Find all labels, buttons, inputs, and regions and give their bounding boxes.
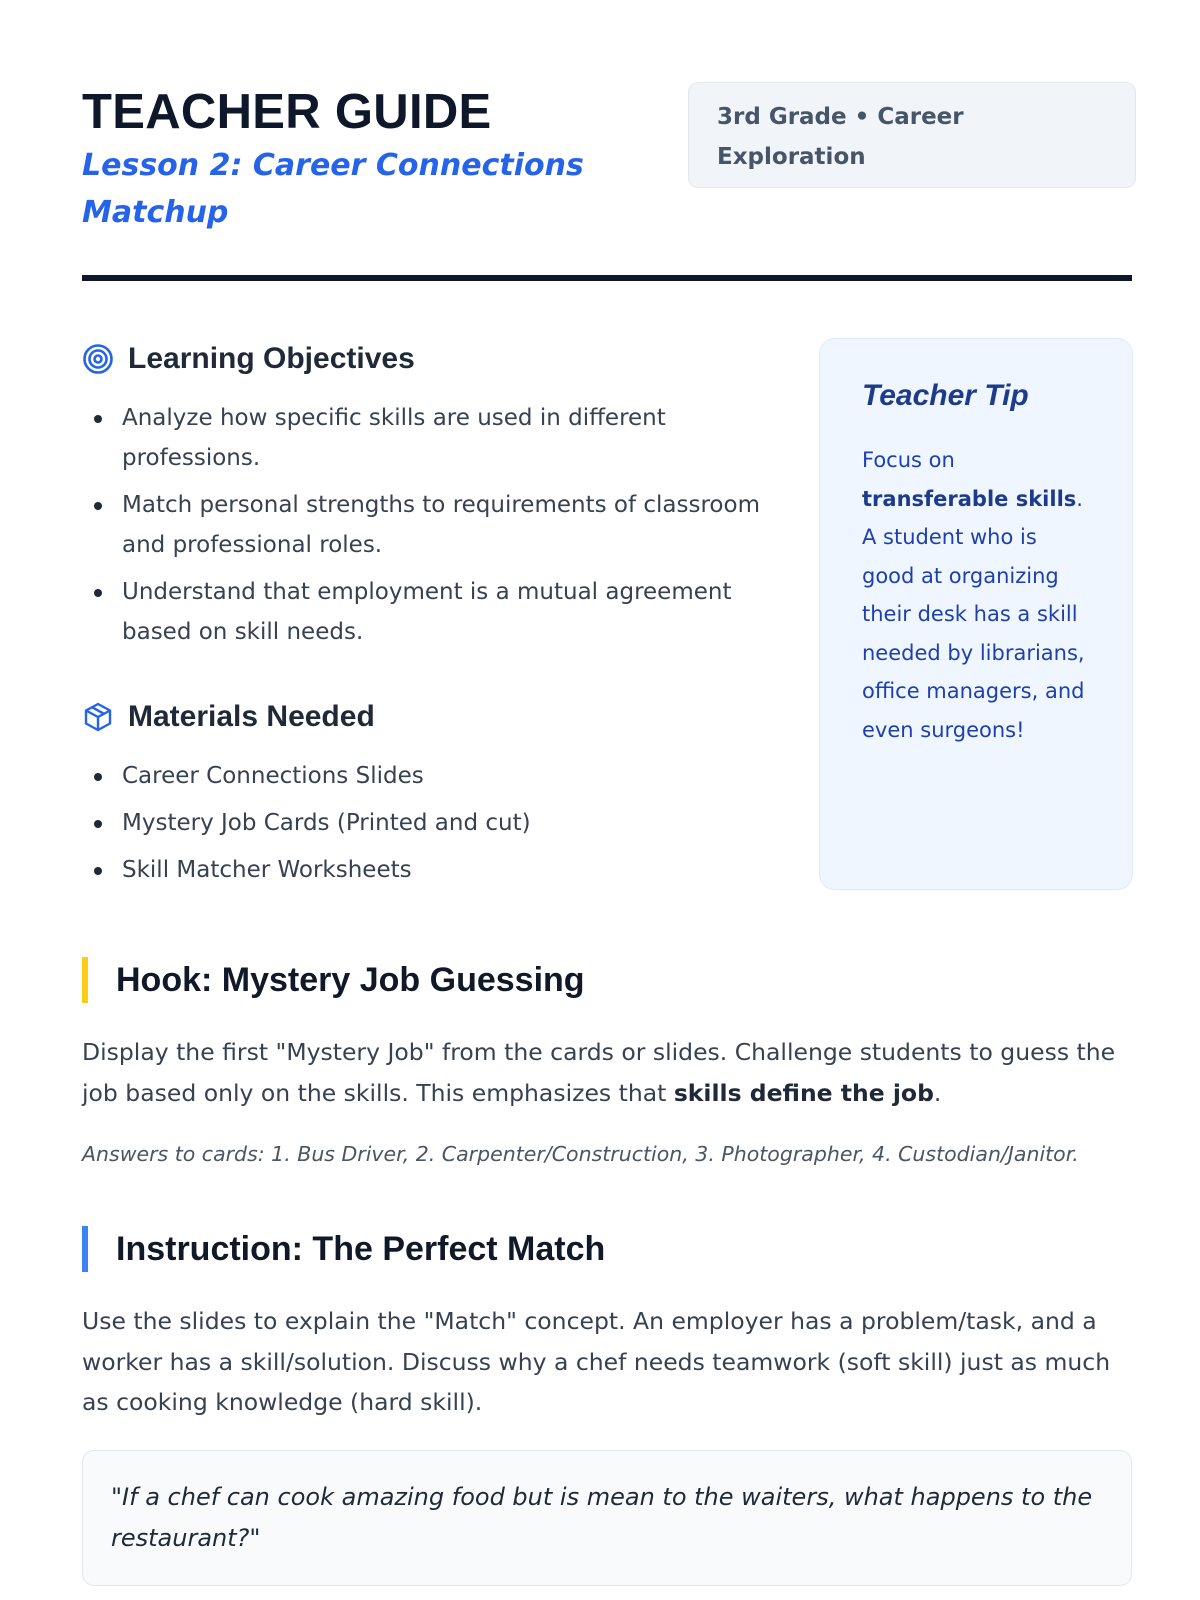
teacher-tip-card xyxy=(819,338,1133,890)
materials-list xyxy=(82,756,772,897)
hook-accent-bar xyxy=(82,957,88,1003)
lesson-subtitle: Lesson 2: Career Connections Matchup xyxy=(82,148,584,230)
instruction-heading xyxy=(82,1226,605,1272)
discussion-quote: "If a chef can cook amazing food but is mean to the waiters, what happens to the restaurant?" xyxy=(82,1450,1132,1586)
teacher-tip-title: Teacher Tip xyxy=(862,379,1029,412)
tip-highlight: transferable skills xyxy=(862,486,1077,511)
list-item: Analyze how specific skills are used in different professions. xyxy=(82,398,772,478)
objectives-list xyxy=(82,398,772,659)
objectives-heading xyxy=(82,342,415,376)
page-title: TEACHER GUIDE xyxy=(82,85,492,139)
grade-badge: 3rd Grade • Career Exploration xyxy=(688,82,1136,188)
materials-title: Materials Needed xyxy=(128,700,375,733)
box-icon xyxy=(82,701,114,733)
instruction-title: Instruction: The Perfect Match xyxy=(116,1229,606,1268)
hook-highlight: skills define the job xyxy=(673,1078,934,1107)
list-item: Understand that employment is a mutual agreement based on skill needs. xyxy=(82,572,772,652)
instruction-accent-bar xyxy=(82,1226,88,1272)
hook-title: Hook: Mystery Job Guessing xyxy=(116,960,585,999)
header-divider xyxy=(82,275,1132,281)
hook-text: Display the first "Mystery Job" from the cards or slides. Challenge students to guess the job based only on the skills. This emphasizes that skills define the job. xyxy=(82,1038,1116,1107)
hook-heading xyxy=(82,957,585,1003)
instruction-text: Use the slides to explain the "Match" concept. An employer has a problem/task, and a worker has a skill/solution. Discuss why a chef needs teamwork (soft skill) just as much as cooking knowledge (hard skill). xyxy=(82,1307,1111,1416)
list-item: Match personal strengths to requirements of classroom and professional roles. xyxy=(82,485,772,565)
target-icon xyxy=(82,343,114,375)
list-item: Career Connections Slides xyxy=(82,756,772,796)
list-item: Mystery Job Cards (Printed and cut) xyxy=(82,803,772,843)
list-item: Skill Matcher Worksheets xyxy=(82,850,772,890)
objectives-title: Learning Objectives xyxy=(128,342,415,375)
teacher-tip-text: Focus on transferable skills. A student who is good at organizing their desk has a skill needed by librarians, office managers, and even surgeons! xyxy=(862,448,1085,742)
materials-heading xyxy=(82,700,375,734)
hook-answers: Answers to cards: 1. Bus Driver, 2. Carpenter/Construction, 3. Photographer, 4. Custodian/Janitor. xyxy=(82,1142,1079,1166)
